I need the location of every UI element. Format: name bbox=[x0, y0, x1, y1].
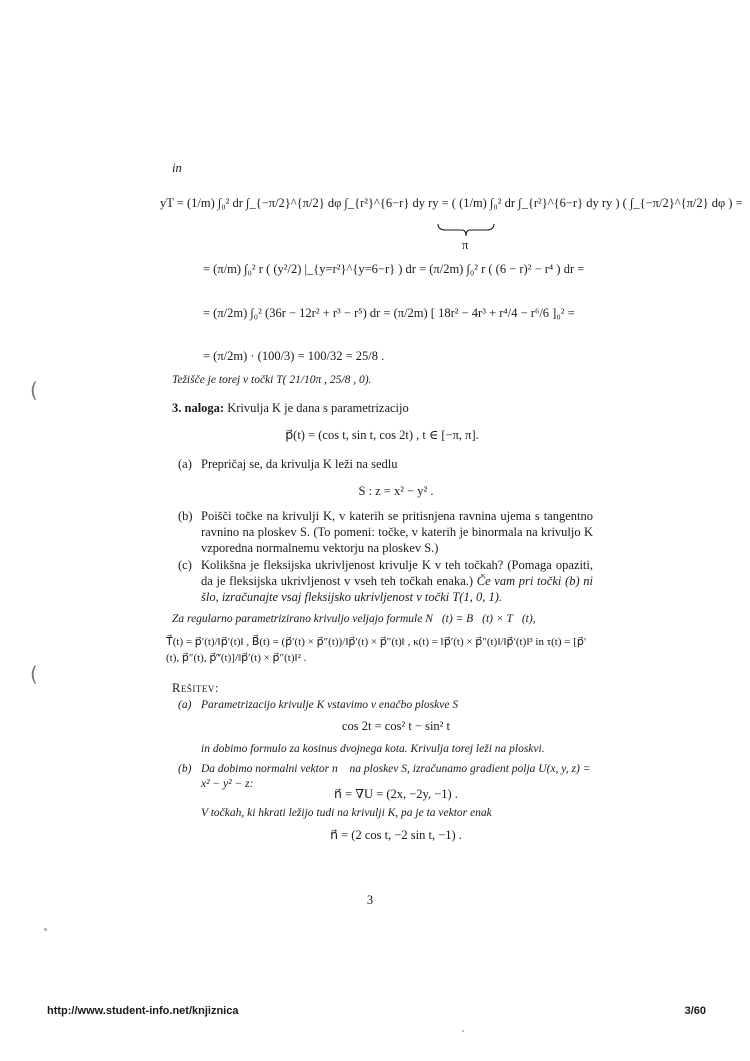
saddle-equation: S : z = x² − y² . bbox=[358, 484, 434, 498]
part-a-text: Prepričaj se, da krivulja K leži na sedlu bbox=[201, 457, 398, 471]
part-b-label: (b) bbox=[178, 509, 193, 523]
frenet-formulas: T⃗(t) = p⃗′(t)/‖p⃗′(t)‖ , B⃗(t) = (p⃗′(t) × p⃗″(t))/‖p⃗′(t) × p⃗″(t)‖ , κ(t) = ‖p⃗′(t) × p⃗″(t)‖/‖p⃗′(t)‖³ in τ(t) = [p⃗′(t), p⃗″(t), p⃗‴(t)]/‖p⃗′(t) × p⃗″(t)‖² . bbox=[166, 636, 587, 664]
solution-a-text: Parametrizacijo krivulje K vstavimo v enačbo ploskve S bbox=[201, 699, 459, 711]
part-c-hint: Če vam pri točki (b) ni šlo, izračunajte vsaj fleksijsko ukrivljenost v točki T(1, 0, 1). bbox=[201, 574, 594, 604]
centroid-conclusion: Težišče je torej v točki T( 21/10π , 25/8 , 0). bbox=[172, 374, 372, 386]
equation-yt-line1: yT = (1/m) ∫₀² dr ∫_{−π/2}^{π/2} dφ ∫_{r²}^{6−r} dy ry = ( (1/m) ∫₀² dr ∫_{r²}^{6−r} dy ry ) ( ∫_{−π/2}^{π/2} dφ ) = bbox=[160, 196, 743, 210]
solution-heading: Rešitev: bbox=[172, 681, 219, 695]
part-c-text: Kolikšna je fleksijska ukrivljenost krivulje K v teh točkah? (Pomaga opaziti, da je fleksijska ukrivljenost v vseh teh točkah enaka.) bbox=[201, 558, 593, 588]
scan-speck bbox=[462, 1030, 464, 1032]
label-in: in bbox=[172, 161, 182, 175]
solution-a-text2: in dobimo formulo za kosinus dvojnega kota. Krivulja torej leži na ploskvi. bbox=[201, 743, 545, 755]
footer-url[interactable]: http://www.student-info.net/knjiznica bbox=[47, 1005, 239, 1017]
problem-number: 3. naloga: bbox=[172, 401, 225, 415]
solution-b-text: Da dobimo normalni vektor n⃗ na ploskev S, izračunamo gradient polja U(x, y, z) = x² − y² − z: bbox=[201, 763, 591, 790]
equation-yt-line4: = (π/2m) · (100/3) = 100/32 = 25/8 . bbox=[203, 349, 385, 363]
solution-a-label: (a) bbox=[178, 699, 192, 711]
part-c-body bbox=[201, 557, 593, 605]
page-number: 3 bbox=[366, 893, 374, 907]
margin-mark: ( bbox=[30, 662, 38, 686]
problem-intro: Krivulja K je dana s parametrizacijo bbox=[227, 401, 409, 415]
formulas-intro: Za regularno parametrizirano krivuljo veljajo formule N⃗(t) = B⃗(t) × T⃗(t), bbox=[172, 613, 536, 625]
solution-b-text2: V točkah, ki hkrati ležijo tudi na krivulji K, pa je ta vektor enak bbox=[201, 807, 492, 819]
solution-b-label: (b) bbox=[178, 763, 192, 775]
solution-b-equation2: n⃗ = (2 cos t, −2 sin t, −1) . bbox=[330, 828, 462, 842]
underbrace bbox=[436, 222, 496, 238]
part-c-label: (c) bbox=[178, 558, 192, 572]
parametrization: p⃗(t) = (cos t, sin t, cos 2t) , t ∈ [−π, π]. bbox=[285, 428, 479, 442]
margin-mark: ( bbox=[30, 378, 38, 402]
scan-speck bbox=[44, 928, 47, 931]
footer-page-count: 3/60 bbox=[684, 1005, 706, 1017]
part-b-text: Poišči točke na krivulji K, v katerih se pritisnjena ravnina ujema s tangentno ravnino na ploskev S. (To pomeni: točke, v katerih je binormala na krivuljo K vzporedna normalnemu vektorju na ploskev S.) bbox=[201, 509, 593, 555]
part-a-label: (a) bbox=[178, 457, 192, 471]
equation-yt-line3: = (π/2m) ∫₀² (36r − 12r² + r³ − r⁵) dr = (π/2m) [ 18r² − 4r³ + r⁴/4 − r⁶/6 ]₀² = bbox=[203, 306, 575, 320]
problem-statement bbox=[172, 400, 592, 416]
solution-b-equation1: n⃗ = ∇U = (2x, −2y, −1) . bbox=[334, 787, 458, 801]
solution-a-equation: cos 2t = cos² t − sin² t bbox=[341, 719, 451, 733]
equation-yt-line2: = (π/m) ∫₀² r ( (y²/2) |_{y=r²}^{y=6−r} ) dr = (π/2m) ∫₀² r ( (6 − r)² − r⁴ ) dr = bbox=[203, 262, 585, 276]
underbrace-label: π bbox=[462, 238, 469, 252]
